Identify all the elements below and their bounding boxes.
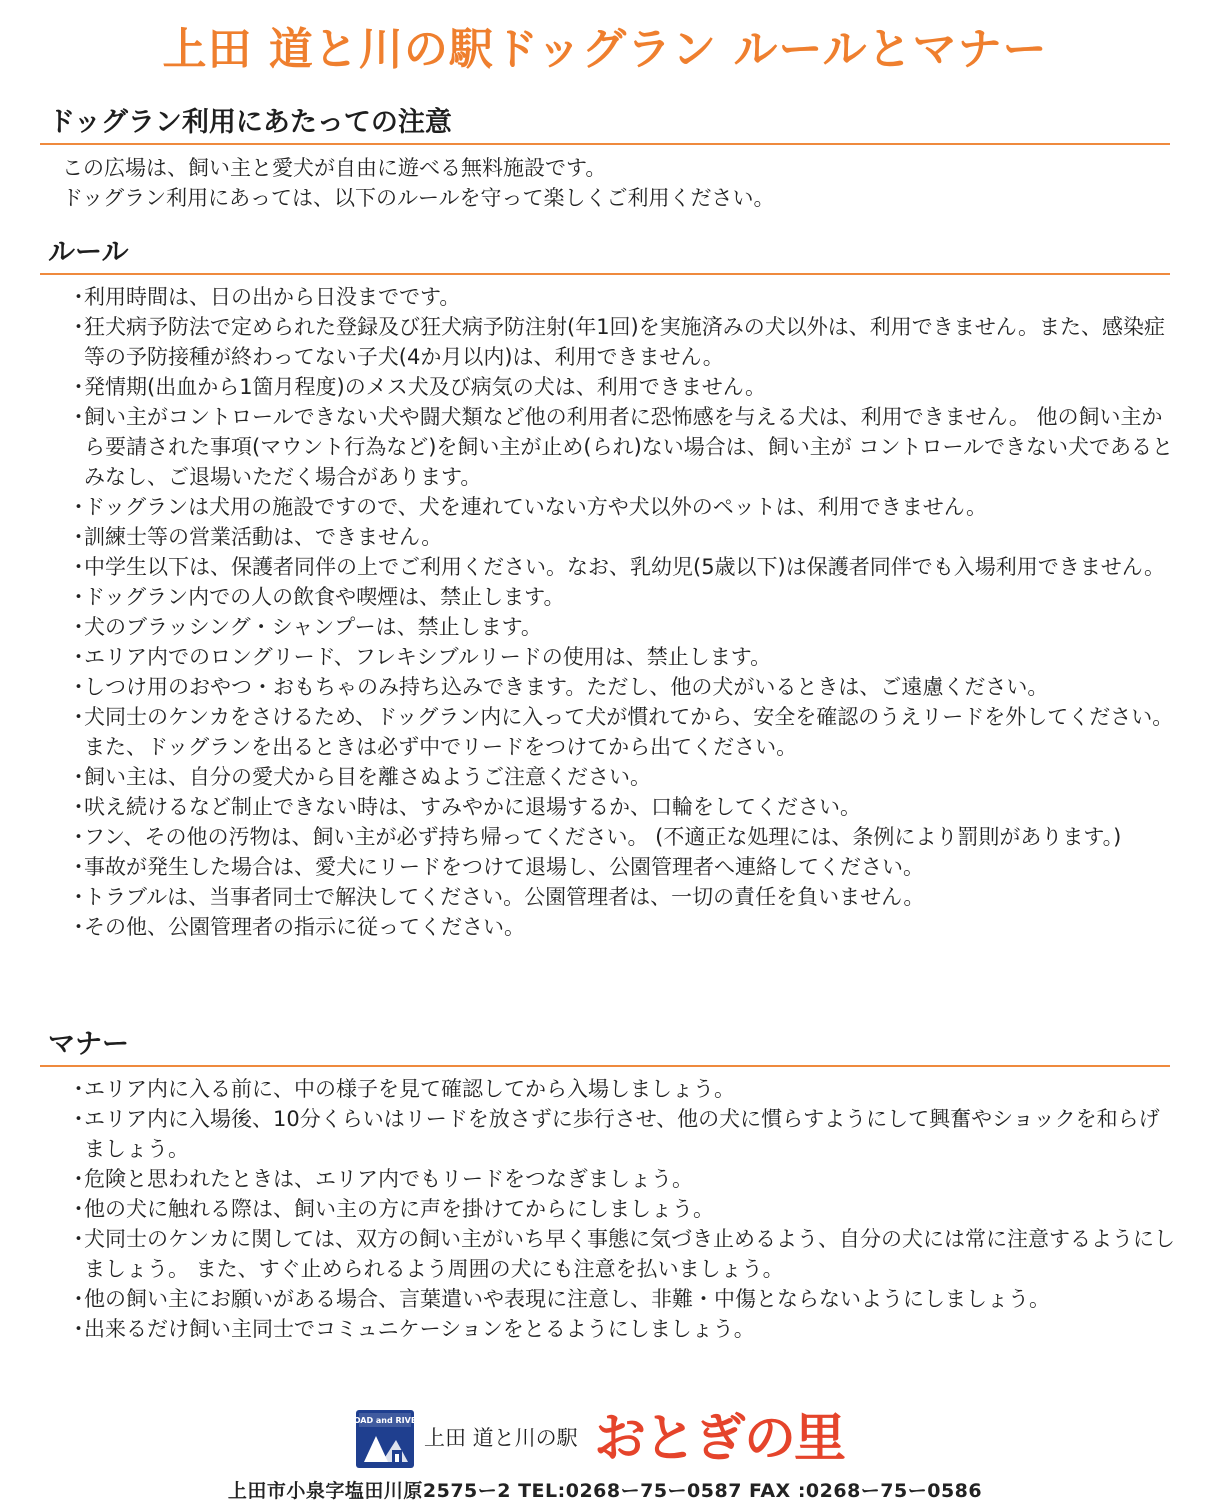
rules-item-text: ドッグラン内での人の飲食や喫煙は、禁止します。 [84,585,565,609]
rules-item [68,792,1178,822]
page-title: 上田 道と川の駅ドッグラン ルールとマナー [162,24,1048,75]
rules-item-text: 狂犬病予防法で定められた登録及び狂犬病予防注射(年1回)を実施済みの犬以外は、利用できません。また、感染症等の予防接種が終わってない子犬(4か月以内)は、利用できません。 [84,315,1166,369]
bullet-marker: ・ [68,375,89,399]
rules-item-text: 吠え続けるなど制止できない時は、すみやかに退場するか、口輪をしてください。 [84,795,861,819]
bullet-marker: ・ [68,555,89,579]
notice-line: この広場は、飼い主と愛犬が自由に遊べる無料施設です。 [62,156,607,180]
rules-item-text: フン、その他の汚物は、飼い主が必ず持ち帰ってください。 (不適正な処理には、条例により罰則があります。) [84,825,1122,849]
road-icon-label: ROAD and RIVER [347,1416,423,1425]
manners-item-text: 他の飼い主にお願いがある場合、言葉遣いや表現に注意し、非難・中傷とならないようにしましょう。 [84,1287,1050,1311]
rules-item [68,492,1178,522]
manners-heading: マナー [40,1028,1170,1067]
manners-item [68,1104,1178,1164]
rules-item [68,522,1178,552]
brand-logo: おとぎの里 [594,1408,845,1469]
manners-item [68,1284,1178,1314]
rules-item-text: エリア内でのロングリード、フレキシブルリードの使用は、禁止します。 [84,645,772,669]
manners-item [68,1074,1178,1104]
rules-item-text: 発情期(出血から1箇月程度)のメス犬及び病気の犬は、利用できません。 [84,375,767,399]
rules-item [68,372,1178,402]
manners-item [68,1164,1178,1194]
rules-item-text: しつけ用のおやつ・おもちゃのみ持ち込みできます。ただし、他の犬がいるときは、ご遠慮ください。 [84,675,1049,699]
bullet-marker: ・ [68,645,89,669]
bullet-marker: ・ [68,285,89,309]
bullet-marker: ・ [68,885,89,909]
rules-item-text: 飼い主は、自分の愛犬から目を離さぬようご注意ください。 [84,765,651,789]
bullet-marker: ・ [68,795,89,819]
rules-item-text: 利用時間は、日の出から日没までです。 [84,285,461,309]
rules-item-text: トラブルは、当事者同士で解決してください。公園管理者は、一切の責任を負いません。 [84,885,925,909]
bullet-marker: ・ [68,315,89,339]
rules-item-text: その他、公園管理者の指示に従ってください。 [84,915,525,939]
manners-item [68,1224,1178,1284]
notice-heading: ドッグラン利用にあたっての注意 [40,106,1170,145]
rules-item [68,672,1178,702]
rules-item [68,822,1178,852]
bullet-marker: ・ [68,615,89,639]
bullet-marker: ・ [68,675,89,699]
rules-item [68,882,1178,912]
rules-item [68,702,1178,762]
manners-item-text: 犬同士のケンカに関しては、双方の飼い主がいち早く事態に気づき止めるよう、自分の犬には常に注意するようにしましょう。 また、すぐ止められるよう周囲の犬にも注意を払いましょう。 [84,1227,1175,1281]
manners-item [68,1194,1178,1224]
bullet-marker: ・ [68,825,89,849]
rules-heading: ルール [40,236,1170,275]
manners-list [68,1074,1178,1344]
rules-item-text: 中学生以下は、保護者同伴の上でご利用ください。なお、乳幼児(5歳以下)は保護者同伴でも入場利用できません。 [84,555,1166,579]
bullet-marker: ・ [68,1317,89,1341]
rules-item [68,312,1178,372]
footer-address: 上田市小泉字塩田川原2575ー2 TEL:0268ー75ー0587 FAX :0268ー75ー0586 [227,1480,983,1502]
rules-item-text: 訓練士等の営業活動は、できません。 [84,525,443,549]
rules-item-text: 飼い主がコントロールできない犬や闘犬類など他の利用者に恐怖感を与える犬は、利用できません。 他の飼い主から要請された事項(マウント行為など)を飼い主が止め(られ)ない場合は、飼い主が コントロールできない犬であるとみなし、ご退場いただく場合があります。 [84,405,1174,489]
manners-item-text: エリア内に入る前に、中の様子を見て確認してから入場しましょう。 [84,1077,735,1101]
rules-item [68,282,1178,312]
bullet-marker: ・ [68,1077,89,1101]
notice-line: ドッグラン利用にあっては、以下のルールを守って楽しくご利用ください。 [62,186,775,210]
bullet-marker: ・ [68,525,89,549]
rules-item [68,642,1178,672]
rules-item [68,612,1178,642]
road-and-river-icon [347,1410,423,1468]
rules-item [68,762,1178,792]
rules-item-text: 犬同士のケンカをさけるため、ドッグラン内に入って犬が慣れてから、安全を確認のうえリードを外してください。 また、ドッグランを出るときは必ず中でリードをつけてから出てください。 [84,705,1174,759]
bullet-marker: ・ [68,1287,89,1311]
bullet-marker: ・ [68,705,89,729]
bullet-marker: ・ [68,855,89,879]
bullet-marker: ・ [68,585,89,609]
footer-logo [347,1398,856,1478]
rules-item [68,912,1178,942]
rules-item [68,852,1178,882]
bullet-marker: ・ [68,1167,89,1191]
rules-item [68,402,1178,492]
notice-text [62,153,1162,213]
manners-item-text: エリア内に入場後、10分くらいはリードを放さずに歩行させ、他の犬に慣らすようにして興奮やショックを和らげましょう。 [84,1107,1160,1161]
station-name: 上田 道と川の駅 [424,1426,578,1450]
bullet-marker: ・ [68,495,89,519]
bullet-marker: ・ [68,1107,89,1131]
rules-item-text: 事故が発生した場合は、愛犬にリードをつけて退場し、公園管理者へ連絡してください。 [84,855,924,879]
bullet-marker: ・ [68,1197,89,1221]
bullet-marker: ・ [68,915,89,939]
manners-item-text: 危険と思われたときは、エリア内でもリードをつなぎましょう。 [84,1167,693,1191]
manners-item [68,1314,1178,1344]
rules-item [68,582,1178,612]
rules-item [68,552,1178,582]
bullet-marker: ・ [68,765,89,789]
rules-list [68,282,1178,942]
manners-item-text: 他の犬に触れる際は、飼い主の方に声を掛けてからにしましょう。 [84,1197,714,1221]
rules-item-text: ドッグランは犬用の施設ですので、犬を連れていない方や犬以外のペットは、利用できません。 [84,495,987,519]
bullet-marker: ・ [68,1227,89,1251]
rules-item-text: 犬のブラッシング・シャンプーは、禁止します。 [84,615,542,639]
manners-item-text: 出来るだけ飼い主同士でコミュニケーションをとるようにしましょう。 [84,1317,755,1341]
bullet-marker: ・ [68,405,89,429]
